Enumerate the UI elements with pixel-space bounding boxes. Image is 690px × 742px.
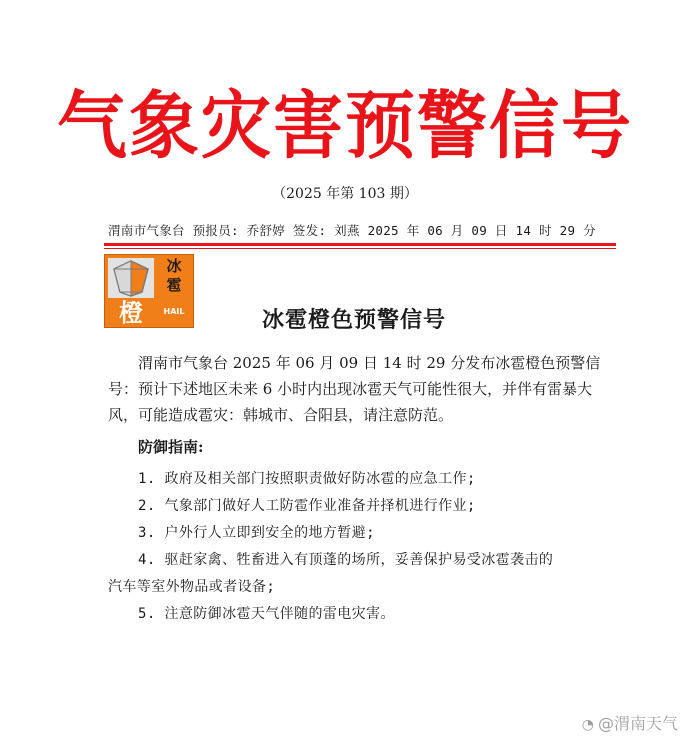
hail-shield-icon xyxy=(108,258,154,298)
icon-label-en: HAIL xyxy=(163,307,185,316)
header-divider-thin xyxy=(104,248,616,249)
icon-label-hail-2: 雹 xyxy=(166,276,182,294)
guide-heading: 防御指南: xyxy=(138,438,204,456)
guide-item: 5. 注意防御冰雹天气伴随的雷电灾害。 xyxy=(138,606,395,622)
icon-label-orange: 橙 xyxy=(119,298,143,327)
icon-label-hail xyxy=(157,257,191,295)
guide-item: 4. 驱赶家禽、牲畜进入有顶蓬的场所，妥善保护易受冰雹袭击的 xyxy=(138,552,554,568)
hail-symbol xyxy=(108,258,154,298)
watermark xyxy=(582,711,678,734)
document-title: 气象灾害预警信号 xyxy=(57,81,633,170)
guide-item-continued-text: 汽车等室外物品或者设备; xyxy=(108,579,276,595)
guide-item: 2. 气象部门做好人工防雹作业准备并择机进行作业; xyxy=(138,498,476,514)
header-divider xyxy=(104,243,616,246)
signal-paragraph: 渭南市气象台 2025 年 06 月 09 日 14 时 29 分发布冰雹橙色预警信号：预计下述地区未来 6 小时内出现冰雹天气可能性很大，并伴有雷暴大风，可能造成雹灾：韩城市、合阳县，请注意防范。 xyxy=(108,354,601,424)
guide-item: 1. 政府及相关部门按照职责做好防冰雹的应急工作; xyxy=(138,471,476,487)
weibo-icon: ◔ xyxy=(581,717,594,733)
guide-item: 3. 户外行人立即到安全的地方暂避; xyxy=(138,525,375,541)
issue-number: （2025 年第 103 期） xyxy=(272,186,418,202)
signal-title: 冰雹橙色预警信号 xyxy=(261,308,446,333)
watermark-text: @渭南天气 xyxy=(597,714,678,733)
guide-list xyxy=(108,466,618,628)
issuer-line: 渭南市气象台 预报员: 乔舒婷 签发: 刘燕 2025 年 06 月 09 日 14 时 29 分 xyxy=(108,223,596,238)
guide-item-continued xyxy=(108,574,618,601)
icon-label-hail-1: 冰 xyxy=(166,257,182,275)
